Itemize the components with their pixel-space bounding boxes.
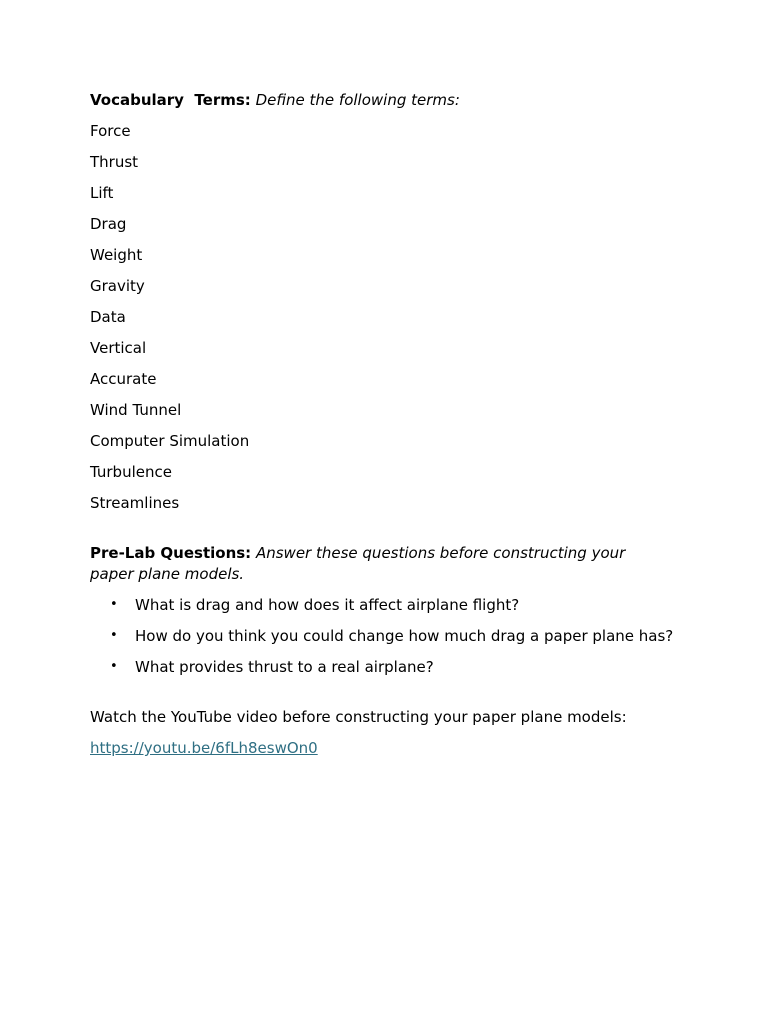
vocabulary-term: Accurate: [90, 370, 157, 388]
prelab-question: [90, 595, 700, 615]
vocabulary-term: Data: [90, 308, 126, 326]
vocabulary-heading: [90, 90, 700, 111]
vocabulary-heading-label: Vocabulary Terms:: [90, 91, 251, 109]
vocabulary-term: Weight: [90, 246, 143, 264]
prelab-question-text: What provides thrust to a real airplane?: [135, 658, 434, 676]
youtube-video-link[interactable]: https://youtu.be/6fLh8eswOn0: [90, 739, 318, 757]
vocabulary-term-list: [90, 121, 700, 513]
prelab-question: [90, 657, 700, 677]
vocabulary-term: Wind Tunnel: [90, 401, 182, 419]
vocabulary-term: Computer Simulation: [90, 432, 250, 450]
prelab-question-text: What is drag and how does it affect airplane flight?: [135, 596, 520, 614]
bullet-icon: •: [110, 597, 118, 612]
video-instruction: Watch the YouTube video before constructing your paper plane models:: [90, 708, 627, 726]
prelab-heading-instruction: Answer these questions before constructing your paper plane models.: [90, 544, 626, 583]
vocabulary-heading-instruction: Define the following terms:: [255, 91, 460, 109]
vocabulary-term: Streamlines: [90, 494, 180, 512]
prelab-question-list: [90, 595, 700, 677]
video-link-line: [90, 738, 700, 758]
worksheet-page: [90, 90, 700, 758]
prelab-heading: [90, 543, 640, 585]
vocabulary-term: Lift: [90, 184, 114, 202]
vocabulary-term: Vertical: [90, 339, 147, 357]
bullet-icon: •: [110, 659, 118, 674]
bullet-icon: •: [110, 628, 118, 643]
vocabulary-term: Drag: [90, 215, 127, 233]
prelab-question: [90, 626, 700, 646]
vocabulary-term: Gravity: [90, 277, 145, 295]
vocabulary-term: Force: [90, 122, 131, 140]
vocabulary-term: Turbulence: [90, 463, 172, 481]
prelab-heading-label: Pre-Lab Questions:: [90, 544, 252, 562]
vocabulary-term: Thrust: [90, 153, 139, 171]
prelab-question-text: How do you think you could change how much drag a paper plane has?: [135, 627, 674, 645]
